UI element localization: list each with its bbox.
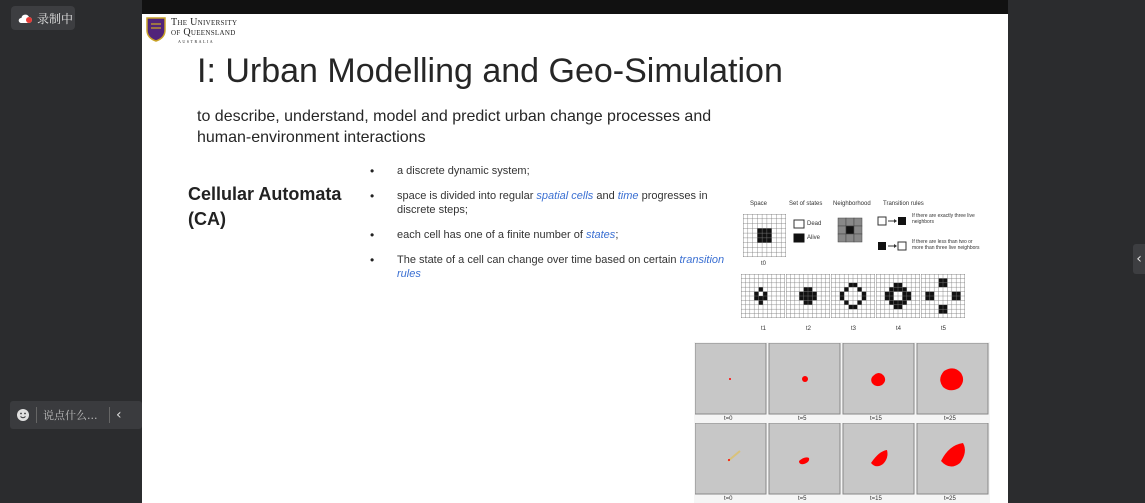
- step-label-5: t5: [941, 326, 947, 332]
- sim-r1-label-2: t=5: [798, 416, 807, 422]
- recording-label: 录制中: [37, 11, 74, 26]
- logo-line-2: of Queensland: [171, 27, 236, 38]
- sim-r1-label-4: t=25: [944, 416, 956, 422]
- header-space: Space: [750, 201, 768, 207]
- bullet-item: • The state of a cell can change over time based on certain transition rules: [370, 253, 730, 281]
- sim-r2-label-2: t=5: [798, 496, 807, 502]
- step-label-4: t4: [896, 326, 902, 332]
- sim-r1-label-3: t=15: [870, 416, 882, 422]
- chat-separator: [36, 407, 37, 423]
- presentation-slide: [142, 14, 1008, 503]
- slide-top-bar: [142, 0, 1008, 14]
- state-dead-label: Dead: [807, 221, 822, 227]
- rule-1-text: If there are exactly three live neighbors: [912, 213, 975, 225]
- header-states: Set of states: [789, 201, 823, 207]
- state-swatches: [793, 219, 805, 249]
- neighborhood-diagram: [837, 217, 863, 243]
- chevron-left-icon: ‹: [1136, 251, 1142, 267]
- header-neighborhood: Neighborhood: [833, 201, 871, 207]
- chat-bar: [10, 401, 142, 429]
- emoji-icon[interactable]: [16, 408, 30, 422]
- logo-line-1: The University: [171, 17, 238, 28]
- label-t0: t0: [761, 261, 767, 267]
- ca-step-3: [831, 274, 875, 318]
- state-alive-label: Alive: [807, 235, 821, 241]
- sim-r2-label-1: t=0: [724, 496, 733, 502]
- sim-r1-label-1: t=0: [724, 416, 733, 422]
- bullet-item: • a discrete dynamic system;: [370, 164, 730, 178]
- ca-step-2: [786, 274, 830, 318]
- uq-crest-icon: [145, 16, 167, 42]
- bullet-item: • each cell has one of a finite number of states;: [370, 228, 730, 242]
- rule-2-text: If there are less than two or more than three live neighbors: [912, 239, 980, 251]
- chat-input[interactable]: 说点什么...: [43, 409, 98, 422]
- bullet-item: • space is divided into regular spatial cells and time progresses in discrete steps;: [370, 189, 730, 217]
- simulation-row-2: [694, 422, 990, 503]
- ca-figure: [737, 199, 987, 349]
- sim-row-2-panels: [695, 423, 989, 495]
- sim-row-1-panels: [695, 343, 989, 415]
- step-label-2: t2: [806, 326, 812, 332]
- sim-r2-label-3: t=15: [870, 496, 882, 502]
- cloud-record-icon: [17, 12, 33, 24]
- space-grid: [743, 214, 786, 257]
- cellular-automata-heading: [188, 182, 368, 232]
- ca-step-4: [876, 274, 920, 318]
- header-rules: Transition rules: [883, 201, 924, 207]
- simulation-row-1: [694, 342, 990, 426]
- ca-heading-line-2: (CA): [188, 209, 226, 229]
- sim-r2-label-4: t=25: [944, 496, 956, 502]
- chevron-left-icon[interactable]: ‹: [116, 407, 122, 423]
- ca-heading-line-1: Cellular Automata: [188, 184, 342, 204]
- logo-line-3: AUSTRALIA: [178, 39, 215, 44]
- chat-separator-2: [109, 407, 110, 423]
- slide-title: I: Urban Modelling and Geo-Simulation: [197, 52, 783, 90]
- rule-diagrams: [877, 214, 909, 262]
- slide-subtitle: to describe, understand, model and predict urban change processes and human-environment interactions: [197, 108, 712, 146]
- side-panel-toggle[interactable]: [1133, 244, 1145, 274]
- recording-indicator[interactable]: [11, 6, 75, 30]
- ca-step-1: [741, 274, 785, 318]
- step-label-3: t3: [851, 326, 857, 332]
- step-label-1: t1: [761, 326, 767, 332]
- bullet-list: [370, 164, 730, 292]
- ca-step-5: [921, 274, 965, 318]
